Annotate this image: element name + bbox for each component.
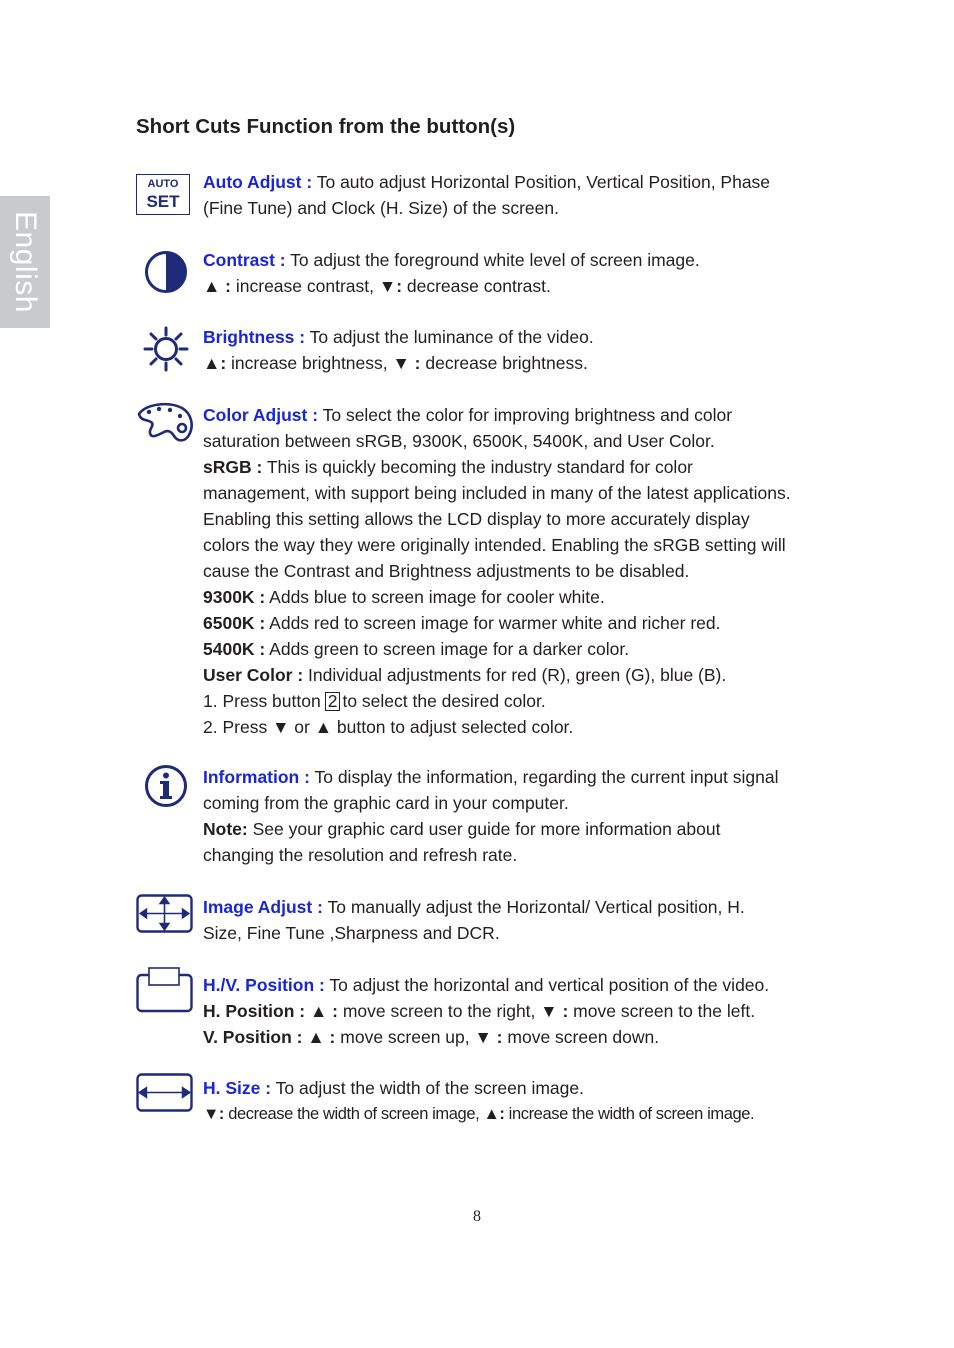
hv-position-text: To adjust the horizontal and vertical position of the video. [324, 975, 770, 995]
srgb-text-4: colors the way they were originally intended. Enabling the sRGB setting will [203, 535, 786, 555]
up-arrow-icon: ▲ : [305, 1001, 338, 1021]
brightness-up-text: increase brightness, [226, 353, 393, 373]
note-term: Note: [203, 819, 248, 839]
k9300-text: Adds blue to screen image for cooler white. [265, 587, 605, 607]
language-tab [0, 196, 50, 328]
down-arrow-icon: ▼ [272, 717, 290, 737]
k6500-term: 6500K : [203, 613, 266, 633]
image-adjust-entry [203, 894, 823, 946]
down-arrow-icon: ▼: [378, 276, 403, 296]
h-size-down-text: decrease the width of screen image, [224, 1105, 484, 1123]
image-adjust-text-2: Size, Fine Tune ,Sharpness and DCR. [203, 923, 500, 943]
contrast-term: Contrast : [203, 250, 286, 270]
v-position-up-text: move screen up, [335, 1027, 475, 1047]
h-size-text: To adjust the width of the screen image. [271, 1078, 584, 1098]
auto-adjust-entry [203, 169, 823, 221]
image-adjust-icon [136, 894, 194, 934]
brightness-term: Brightness : [203, 327, 306, 347]
information-entry [203, 764, 823, 868]
srgb-text: This is quickly becoming the industry standard for color [262, 457, 693, 477]
contrast-up-text: increase contrast, [231, 276, 379, 296]
down-arrow-icon: ▼ : [540, 1001, 569, 1021]
v-position-down-text: move screen down. [502, 1027, 660, 1047]
up-arrow-icon: ▲: [203, 353, 227, 373]
up-arrow-icon: ▲ : [302, 1027, 336, 1047]
step2-or: or [289, 717, 315, 737]
info-icon [144, 764, 188, 808]
information-text: To display the information, regarding the current input signal [309, 767, 779, 787]
srgb-text-3: Enabling this setting allows the LCD display to more accurately display [203, 509, 750, 529]
language-tab-label: English [9, 211, 42, 313]
srgb-text-5: cause the Contrast and Brightness adjustments to be disabled. [203, 561, 690, 581]
auto-set-icon-bottom: SET [146, 192, 180, 211]
button-2-label: 2 [325, 692, 341, 711]
k5400-text: Adds green to screen image for a darker color. [265, 639, 630, 659]
hv-position-term: H./V. Position : [203, 975, 325, 995]
hv-position-entry [203, 972, 823, 1050]
k6500-text: Adds red to screen image for warmer white and richer red. [265, 613, 721, 633]
k5400-term: 5400K : [203, 639, 266, 659]
brightness-text: To adjust the luminance of the video. [305, 327, 594, 347]
color-adjust-text-2: saturation between sRGB, 9300K, 6500K, 5400K, and User Color. [203, 431, 715, 451]
position-icon [136, 966, 194, 1014]
v-position-term: V. Position : [203, 1027, 303, 1047]
h-position-down-text: move screen to the left. [568, 1001, 756, 1021]
up-arrow-icon: ▲ [314, 717, 333, 737]
color-palette-icon [136, 402, 194, 444]
h-size-entry [203, 1075, 823, 1127]
step2-text-2: button to adjust selected color. [332, 717, 574, 737]
auto-adjust-text-2: (Fine Tune) and Clock (H. Size) of the screen. [203, 198, 559, 218]
page-number: 8 [473, 1208, 481, 1225]
note-text: See your graphic card user guide for more information about [247, 819, 721, 839]
auto-adjust-text: To auto adjust Horizontal Position, Vertical Position, Phase [312, 172, 771, 192]
down-arrow-icon: ▼ : [474, 1027, 503, 1047]
auto-adjust-term: Auto Adjust : [203, 172, 313, 192]
srgb-term: sRGB : [203, 457, 263, 477]
color-adjust-term: Color Adjust : [203, 405, 319, 425]
h-size-icon [136, 1073, 194, 1113]
note-text-2: changing the resolution and refresh rate. [203, 845, 518, 865]
h-position-term: H. Position : [203, 1001, 306, 1021]
color-adjust-entry [203, 402, 823, 740]
h-position-up-text: move screen to the right, [337, 1001, 541, 1021]
user-color-text: Individual adjustments for red (R), green (G), blue (B). [303, 665, 727, 685]
page-title: Short Cuts Function from the button(s) [136, 115, 516, 138]
user-color-term: User Color : [203, 665, 304, 685]
information-term: Information : [203, 767, 310, 787]
brightness-entry [203, 324, 823, 376]
auto-set-icon [136, 174, 190, 215]
down-arrow-icon: ▼ : [392, 353, 421, 373]
h-size-term: H. Size : [203, 1078, 272, 1098]
contrast-entry [203, 247, 823, 299]
up-arrow-icon: ▲ : [203, 276, 232, 296]
information-text-2: coming from the graphic card in your computer. [203, 793, 569, 813]
color-adjust-text: To select the color for improving brightness and color [318, 405, 733, 425]
step2-text: 2. Press [203, 717, 273, 737]
h-size-up-text: increase the width of screen image. [504, 1105, 755, 1123]
image-adjust-term: Image Adjust : [203, 897, 323, 917]
contrast-text: To adjust the foreground white level of screen image. [285, 250, 700, 270]
sun-icon [143, 326, 189, 372]
contrast-icon [144, 250, 188, 294]
k9300-term: 9300K : [203, 587, 266, 607]
up-arrow-icon: ▲: [483, 1105, 505, 1123]
image-adjust-text: To manually adjust the Horizontal/ Vertical position, H. [322, 897, 745, 917]
step1-text-2: to select the desired color. [342, 691, 546, 711]
brightness-down-text: decrease brightness. [420, 353, 588, 373]
auto-set-icon-top: AUTO [147, 178, 179, 190]
contrast-down-text: decrease contrast. [402, 276, 551, 296]
step1-text: 1. Press button [203, 691, 321, 711]
down-arrow-icon: ▼: [203, 1105, 225, 1123]
srgb-text-2: management, with support being included in many of the latest applications. [203, 483, 791, 503]
